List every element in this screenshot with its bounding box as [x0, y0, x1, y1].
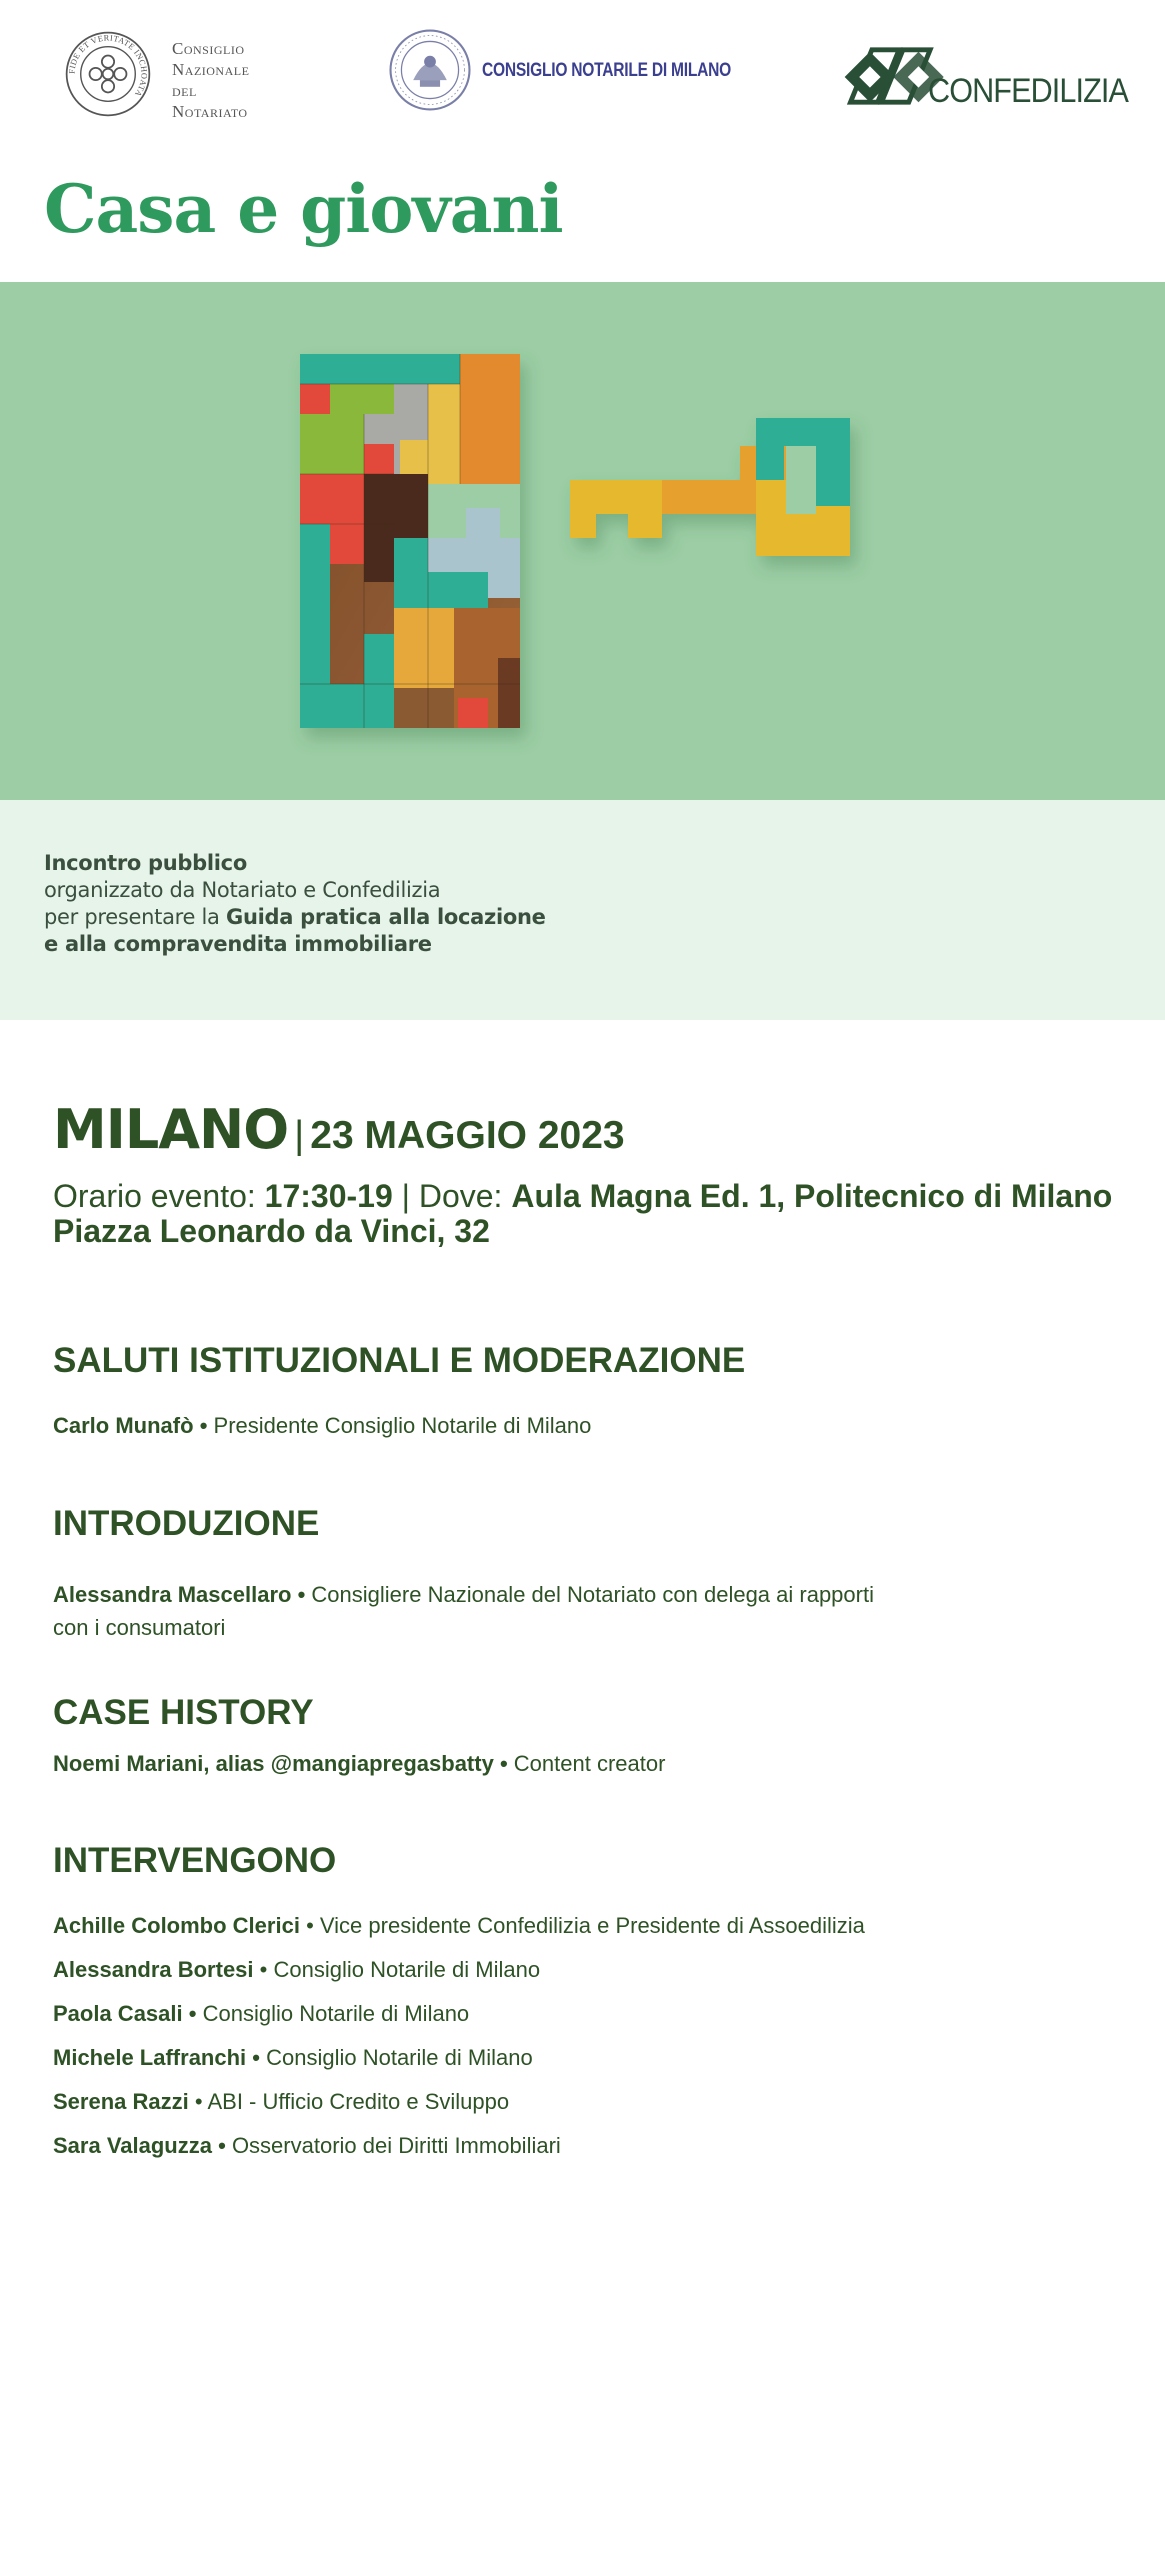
speaker-entry: Paola Casali • Consiglio Notarile di Milano: [53, 2001, 470, 2026]
speaker-entry-continued: con i consumatori: [53, 1615, 226, 1640]
intro-purpose: per presentare la Guida pratica alla locazione: [44, 905, 546, 929]
speaker-entry: Alessandra Bortesi • Consiglio Notarile di Milano: [53, 1957, 541, 1982]
event-venue: Aula Magna Ed. 1, Politecnico di Milano: [511, 1178, 1113, 1214]
notarile-milano-logo-text: CONSIGLIO NOTARILE DI MILANO: [482, 60, 732, 81]
intro-heading: Incontro pubblico: [44, 851, 247, 875]
event-time: 17:30-19: [264, 1178, 393, 1214]
speaker-entry: Serena Razzi • ABI - Ufficio Credito e Sviluppo: [53, 2089, 510, 2114]
page-title: Casa e giovani: [44, 170, 563, 248]
puzzle-key-illustration: [0, 282, 1165, 800]
event-address: Piazza Leonardo da Vinci, 32: [53, 1213, 490, 1249]
header-logos: [0, 0, 1165, 160]
speaker-entry: Achille Colombo Clerici • Vice presidente Confedilizia e Presidente di Assoedilizia: [53, 1913, 865, 1938]
section-title-introduzione: INTRODUZIONE: [53, 1504, 320, 1543]
event-date: 23 MAGGIO 2023: [310, 1114, 625, 1157]
section-title-saluti: SALUTI ISTITUZIONALI E MODERAZIONE: [53, 1341, 746, 1380]
puzzle-block: [300, 354, 520, 728]
logo-consiglio-nazionale-notariato: [40, 22, 270, 132]
section-title-case-history: CASE HISTORY: [53, 1693, 314, 1732]
svg-text:FIDE ET VERITATE INCHOATA: FIDE ET VERITATE INCHOATA: [67, 33, 149, 99]
speaker-entry: Alessandra Mascellaro • Consigliere Nazionale del Notariato con delega ai rapporti: [53, 1582, 874, 1607]
notarile-milano-seal-icon: [388, 28, 472, 112]
confedilizia-logo-text: CONFEDILIZIA: [928, 72, 1129, 110]
intro-guide-subject: e alla compravendita immobiliare: [44, 932, 432, 956]
event-city-date: [53, 1098, 625, 1161]
logo-consiglio-notarile-milano: [388, 28, 732, 118]
puzzle-key: [570, 418, 850, 556]
intro-organizer: organizzato da Notariato e Confedilizia: [44, 878, 441, 902]
section-title-intervengono: INTERVENGONO: [53, 1841, 337, 1880]
speaker-entry: Sara Valaguzza • Osservatorio dei Diritti Immobiliari: [53, 2133, 561, 2158]
event-separator: |: [294, 1114, 305, 1157]
speaker-entry: Michele Laffranchi • Consiglio Notarile di Milano: [53, 2045, 533, 2070]
hero-image: [0, 282, 1165, 800]
event-time-location: Orario evento: 17:30-19 | Dove: Aula Magna Ed. 1, Politecnico di Milano: [53, 1178, 1113, 1214]
event-city: MILANO: [53, 1098, 289, 1161]
logo-confedilizia: [842, 42, 1129, 114]
notariato-logo-text: Consiglio Nazionale del Notariato: [172, 39, 250, 121]
intro-box: [0, 800, 1165, 1020]
speaker-entry: Noemi Mariani, alias @mangiapregasbatty • Content creator: [53, 1751, 666, 1776]
speaker-entry: Carlo Munafò • Presidente Consiglio Notarile di Milano: [53, 1413, 592, 1438]
notariato-seal-icon: [64, 30, 152, 118]
intro-text: [44, 850, 546, 958]
